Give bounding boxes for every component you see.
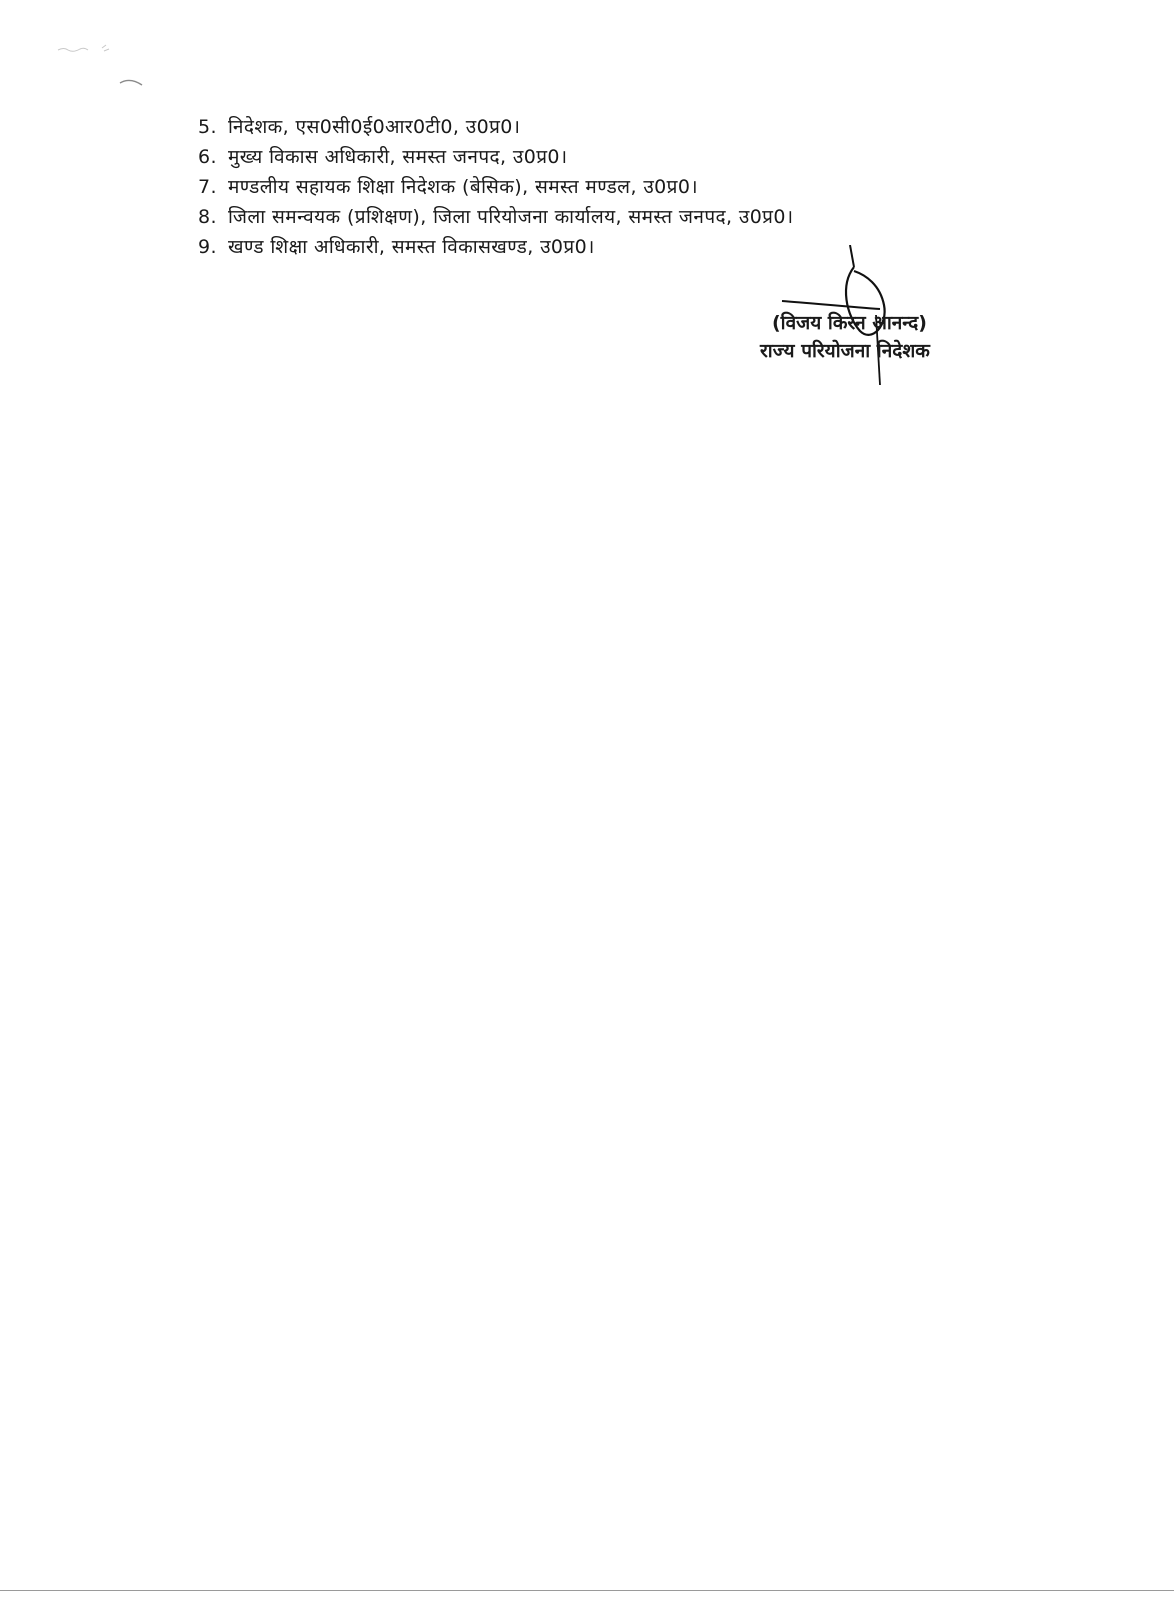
list-item-text: निदेशक, एस0सी0ई0आर0टी0, उ0प्र0। bbox=[228, 116, 521, 138]
signature-block bbox=[760, 245, 1000, 385]
list-item-text: जिला समन्वयक (प्रशिक्षण), जिला परियोजना कार्यालय, समस्त जनपद, उ0प्र0। bbox=[228, 206, 794, 228]
list-item-text: खण्ड शिक्षा अधिकारी, समस्त विकासखण्ड, उ0प्र0। bbox=[228, 236, 595, 258]
list-item-number: 5. bbox=[198, 116, 217, 138]
distribution-list bbox=[198, 112, 793, 262]
list-item bbox=[198, 112, 793, 142]
list-item-text: मुख्य विकास अधिकारी, समस्त जनपद, उ0प्र0। bbox=[228, 146, 568, 168]
list-item bbox=[198, 232, 793, 262]
bottom-divider bbox=[0, 1590, 1174, 1591]
signer-name: (विजय किरन आनन्द) bbox=[772, 312, 927, 334]
list-item-number: 6. bbox=[198, 146, 217, 168]
list-item-number: 7. bbox=[198, 176, 217, 198]
list-item bbox=[198, 172, 793, 202]
list-item-text: मण्डलीय सहायक शिक्षा निदेशक (बेसिक), समस्त मण्डल, उ0प्र0। bbox=[228, 176, 698, 198]
scan-marks bbox=[50, 40, 160, 100]
list-item-number: 9. bbox=[198, 236, 217, 258]
signer-designation: राज्य परियोजना निदेशक bbox=[760, 340, 930, 362]
list-item bbox=[198, 142, 793, 172]
list-item bbox=[198, 202, 793, 232]
list-item-number: 8. bbox=[198, 206, 217, 228]
